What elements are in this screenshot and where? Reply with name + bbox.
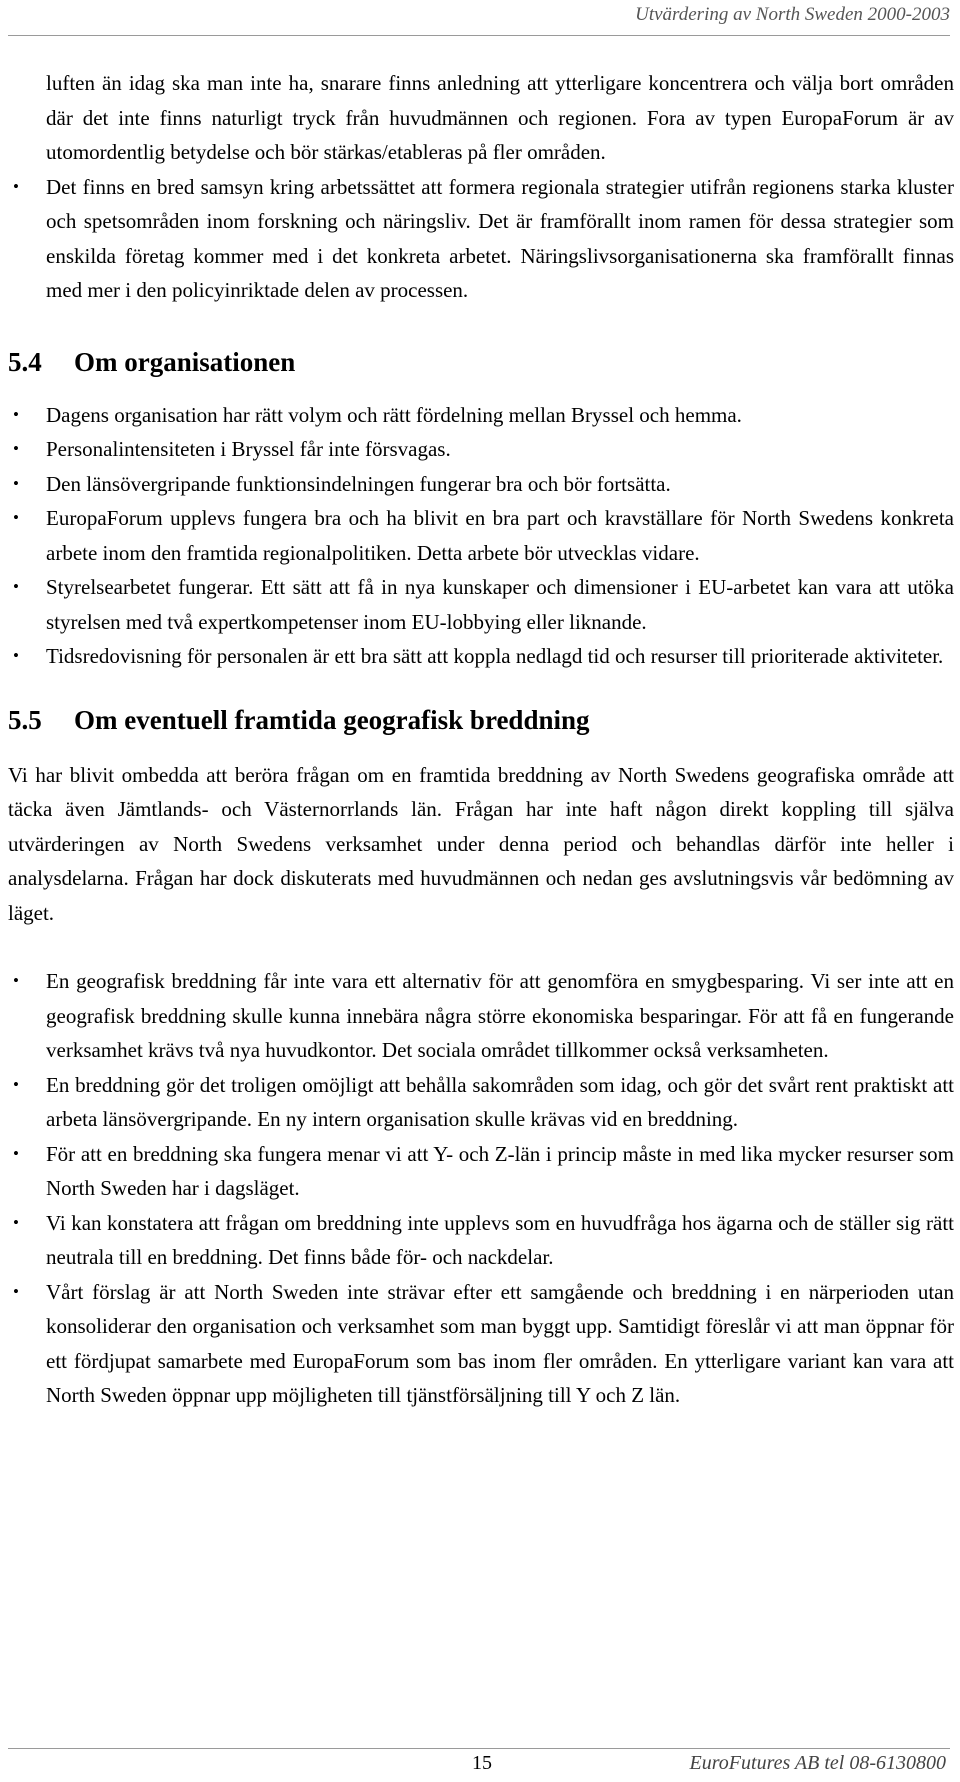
bullet-icon: • bbox=[13, 176, 19, 196]
organisation-bullet-list bbox=[8, 398, 954, 674]
list-item: • För att en breddning ska fungera menar vi att Y- och Z-län i princip måste in med lika mycker resurser som North Sweden har i dagsläget. bbox=[8, 1137, 954, 1206]
bullet-icon: • bbox=[13, 1281, 19, 1301]
bullet-icon: • bbox=[13, 508, 19, 527]
list-item: • En breddning gör det troligen omöjligt att behålla sakområden som idag, och gör det svårt rent praktiskt att arbeta länsövergripande. En ny intern organisation skulle krävas vid en breddning. bbox=[8, 1068, 954, 1137]
bullet-icon: • bbox=[13, 577, 19, 596]
list-item: • Den länsövergripande funktionsindelningen fungerar bra och bör fortsätta. bbox=[8, 467, 954, 502]
list-item: • Vi kan konstatera att frågan om breddning inte upplevs som en huvudfråga hos ägarna och de ställer sig rätt neutrala till en breddning. Det finns både för- och nackdelar. bbox=[8, 1206, 954, 1275]
list-item: • En geografisk breddning får inte vara ett alternativ för att genomföra en smygbesparing. Vi ser inte att en geografisk breddning skulle kunna innebära några större ekonomiska besparingar. För att få en fungerande verksamhet krävs två nya huvudkontor. Det sociala området tillkommer också verksamheten. bbox=[8, 964, 954, 1068]
list-item: • Dagens organisation har rätt volym och rätt fördelning mellan Bryssel och hemma. bbox=[8, 398, 954, 433]
list-item: • EuropaForum upplevs fungera bra och ha blivit en bra part och kravställare för North Swedens konkreta arbete inom den framtida regionalpolitiken. Detta arbete bör utvecklas vidare. bbox=[8, 501, 954, 570]
running-header: Utvärdering av North Sweden 2000-2003 bbox=[635, 4, 950, 25]
bullet-icon: • bbox=[13, 1143, 19, 1163]
section-heading-5-4: 5.4 Om organisationen bbox=[8, 346, 296, 377]
footer-divider bbox=[8, 1748, 950, 1749]
bullet-icon: • bbox=[13, 646, 19, 665]
footer-company: EuroFutures AB tel 08-6130800 bbox=[689, 1752, 946, 1774]
paragraph-spacer bbox=[8, 930, 954, 964]
header-divider bbox=[8, 35, 950, 36]
page-content bbox=[8, 66, 954, 1413]
continuation-paragraph: luften än idag ska man inte ha, snarare finns anledning att ytterligare koncentrera och välja bort områden där det inte finns naturligt tryck från huvudmännen och regionen. Fora av typen EuropaForum är av utomordentlig betydelse och bör stärkas/etableras på fler områden. bbox=[46, 71, 954, 164]
bullet-icon: • bbox=[13, 1212, 19, 1232]
bullet-icon: • bbox=[13, 1074, 19, 1094]
list-item: • Det finns en bred samsyn kring arbetssättet att formera regionala strategier utifrån regionens starka kluster och spetsområden inom forskning och näringsliv. Det är framförallt inom ramen för dessa strategier som enskilda företag kommer med i det konkreta arbetet. Näringslivsorganisationerna ska framförallt finnas med mer i den policyinriktade delen av processen. bbox=[8, 170, 954, 308]
body-paragraph: Vi har blivit ombedda att beröra frågan om en framtida breddning av North Swedens geografiska område att täcka även Jämtlands- och Västernorrlands län. Frågan har inte haft någon direkt koppling till själva utvärderingen av North Swedens verksamhet under denna period och behandlas därför inte heller i analysdelarna. Frågan har dock diskuterats med huvudmännen och nedan ges avslutningsvis vår bedömning av läget. bbox=[8, 762, 954, 925]
top-bullet-list bbox=[8, 170, 954, 308]
section-heading-5-5: 5.5 Om eventuell framtida geografisk breddning bbox=[8, 704, 590, 735]
bullet-icon: • bbox=[13, 971, 19, 990]
list-item: • Personalintensiteten i Bryssel får inte försvagas. bbox=[8, 432, 954, 467]
bullet-icon: • bbox=[13, 473, 19, 493]
page-number: 15 bbox=[472, 1752, 492, 1774]
list-item: • Styrelsearbetet fungerar. Ett sätt att få in nya kunskaper och dimensioner i EU-arbetet kan vara att utöka styrelsen med två expertkompetenser inom EU-lobbying eller liknande. bbox=[8, 570, 954, 639]
list-item: • Vårt förslag är att North Sweden inte strävar efter ett samgående och breddning i en närperioden utan konsoliderar den organisation och verksamhet som man byggt upp. Samtidigt föreslår vi att man öppnar för ett fördjupat samarbete med EuropaForum som bas inom fler områden. En ytterligare variant kan vara att North Sweden öppnar upp möjligheten till tjänstförsäljning till Y och Z län. bbox=[8, 1275, 954, 1413]
bullet-icon: • bbox=[13, 404, 19, 424]
list-item: • Tidsredovisning för personalen är ett bra sätt att koppla nedlagd tid och resurser till prioriterade aktiviteter. bbox=[8, 639, 954, 674]
breddning-bullet-list bbox=[8, 964, 954, 1413]
bullet-icon: • bbox=[13, 439, 19, 458]
